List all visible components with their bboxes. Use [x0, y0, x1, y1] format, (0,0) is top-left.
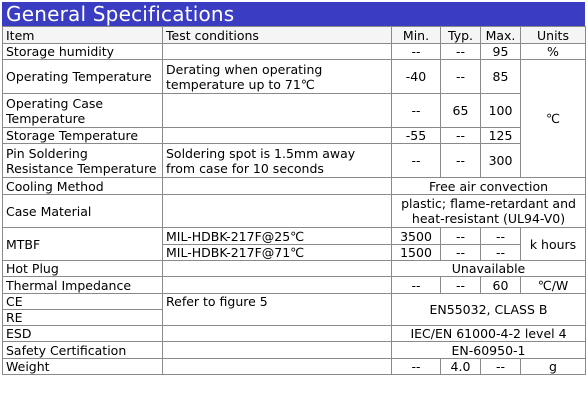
table-row [3, 195, 586, 228]
header-row [3, 27, 586, 44]
typ-value: -- [441, 228, 481, 245]
table-row [3, 178, 586, 195]
general-specifications-table [2, 26, 586, 375]
row-label: CE [3, 294, 163, 310]
table-row [3, 94, 586, 128]
unit-value: % [521, 44, 586, 60]
typ-value: -- [441, 60, 481, 94]
header-typ: Typ. [441, 27, 481, 44]
table-row [3, 228, 586, 245]
test-condition [163, 128, 392, 144]
esd-value: IEC/EN 61000-4-2 level 4 [392, 326, 586, 342]
row-label: Case Material [3, 195, 163, 228]
typ-value: -- [441, 277, 481, 294]
emc-standard-value: EN55032, CLASS B [392, 294, 586, 326]
test-condition: Derating when operating temperature up to 71℃ [163, 60, 392, 94]
min-value: 1500 [392, 245, 441, 261]
table-row [3, 277, 586, 294]
row-label: Storage Temperature [3, 128, 163, 144]
test-condition: MIL-HDBK-217F@71℃ [163, 245, 392, 261]
temperature-unit: ℃ [521, 60, 586, 178]
row-label: Storage humidity [3, 44, 163, 60]
row-label: Weight [3, 359, 163, 375]
typ-value: 4.0 [441, 359, 481, 375]
max-value: -- [481, 359, 521, 375]
typ-value: -- [441, 144, 481, 178]
test-condition [163, 178, 392, 195]
header-min: Min. [392, 27, 441, 44]
test-condition [163, 359, 392, 375]
test-condition [163, 94, 392, 128]
row-label: RE [3, 310, 163, 326]
min-value: -55 [392, 128, 441, 144]
row-label: Operating Case Temperature [3, 94, 163, 128]
max-value: 60 [481, 277, 521, 294]
min-value: -- [392, 44, 441, 60]
table-row [3, 326, 586, 342]
table-row [3, 128, 586, 144]
table-row [3, 60, 586, 94]
max-value: 100 [481, 94, 521, 128]
row-label: ESD [3, 326, 163, 342]
cooling-value: Free air convection [392, 178, 586, 195]
row-label: Operating Temperature [3, 60, 163, 94]
header-max: Max. [481, 27, 521, 44]
test-condition: Soldering spot is 1.5mm away from case for 10 seconds [163, 144, 392, 178]
row-label: Thermal Impedance [3, 277, 163, 294]
case-material-value: plastic; flame-retardant and heat-resistant (UL94-V0) [392, 195, 586, 228]
row-label: Cooling Method [3, 178, 163, 195]
table-row [3, 261, 586, 277]
max-value: 125 [481, 128, 521, 144]
max-value: 85 [481, 60, 521, 94]
test-condition [163, 261, 392, 277]
typ-value: -- [441, 245, 481, 261]
max-value: 300 [481, 144, 521, 178]
table-row [3, 44, 586, 60]
safety-value: EN-60950-1 [392, 342, 586, 359]
table-row [3, 144, 586, 178]
row-label: Safety Certification [3, 342, 163, 359]
unit-value: g [521, 359, 586, 375]
test-condition [163, 195, 392, 228]
test-condition: MIL-HDBK-217F@25℃ [163, 228, 392, 245]
max-value: -- [481, 228, 521, 245]
hot-plug-value: Unavailable [392, 261, 586, 277]
table-row [3, 342, 586, 359]
max-value: -- [481, 245, 521, 261]
table-row [3, 359, 586, 375]
min-value: -- [392, 359, 441, 375]
section-title: General Specifications [6, 2, 235, 26]
min-value: -- [392, 277, 441, 294]
test-condition: Refer to figure 5 [163, 294, 392, 326]
row-label: MTBF [3, 228, 163, 261]
table-row [3, 294, 586, 310]
test-condition [163, 277, 392, 294]
header-item: Item [3, 27, 163, 44]
typ-value: 65 [441, 94, 481, 128]
header-units: Units [521, 27, 586, 44]
test-condition [163, 44, 392, 60]
section-banner [2, 2, 585, 26]
min-value: -- [392, 144, 441, 178]
unit-value: ℃/W [521, 277, 586, 294]
min-value: -40 [392, 60, 441, 94]
typ-value: -- [441, 128, 481, 144]
unit-value: k hours [521, 228, 586, 261]
min-value: 3500 [392, 228, 441, 245]
row-label: Hot Plug [3, 261, 163, 277]
row-label: Pin Soldering Resistance Temperature [3, 144, 163, 178]
test-condition [163, 342, 392, 359]
max-value: 95 [481, 44, 521, 60]
header-test-conditions: Test conditions [163, 27, 392, 44]
test-condition [163, 326, 392, 342]
min-value: -- [392, 94, 441, 128]
typ-value: -- [441, 44, 481, 60]
